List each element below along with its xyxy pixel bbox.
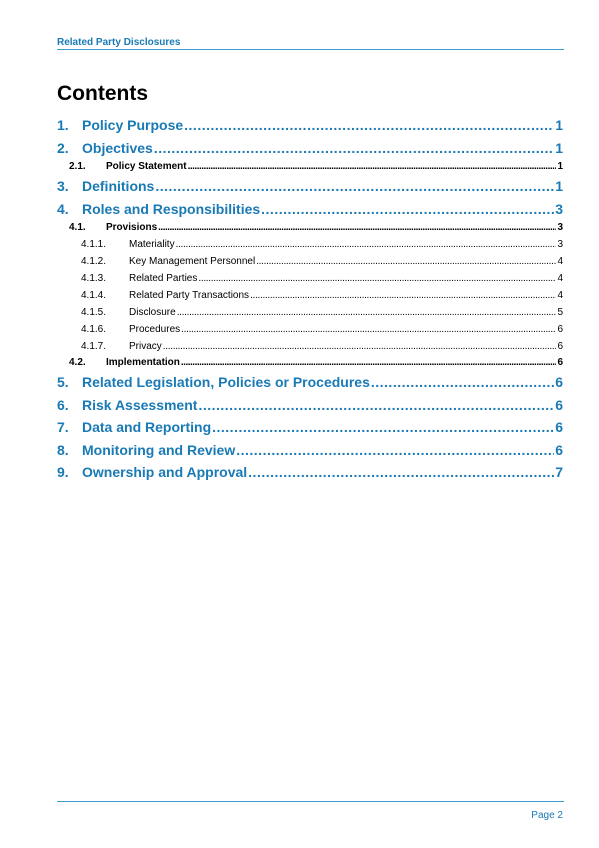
- toc-entry-title: Implementation: [106, 357, 180, 368]
- toc-entry-page: 1: [557, 161, 563, 172]
- toc-entry-title: Materiality: [129, 239, 175, 250]
- toc-dot-leader: [261, 198, 554, 221]
- toc-entry-title: Policy Statement: [106, 161, 187, 172]
- toc-entry-page: 6: [555, 396, 563, 413]
- toc-dot-leader: [181, 321, 556, 338]
- toc-entry-number: 8.: [57, 441, 69, 458]
- toc-entry-page: 6: [555, 441, 563, 458]
- toc-entry-page: 6: [557, 357, 563, 368]
- toc-entry[interactable]: [57, 220, 563, 236]
- toc-entry-number: 7.: [57, 419, 69, 435]
- toc-entry-title: Definitions: [82, 178, 155, 194]
- toc-entry[interactable]: [57, 304, 563, 321]
- toc-entry[interactable]: [57, 394, 563, 417]
- toc-entry-number: 4.1.: [69, 222, 86, 233]
- toc-entry-title: Related Legislation, Policies or Procedures: [82, 374, 370, 390]
- toc-entry-number: 4.1.3.: [81, 273, 107, 284]
- contents-heading: Contents: [57, 82, 148, 105]
- toc-entry-page: 4: [557, 290, 563, 301]
- toc-entry[interactable]: [57, 159, 563, 175]
- toc-entry[interactable]: [57, 416, 563, 439]
- toc-entry[interactable]: [57, 355, 563, 371]
- toc-dot-leader: [236, 439, 554, 462]
- toc-entry-title: Procedures: [129, 324, 181, 335]
- toc-dot-leader: [198, 270, 556, 287]
- toc-entry-page: 1: [555, 117, 563, 133]
- toc-entry-title: Privacy: [129, 341, 162, 352]
- header-title: Related Party Disclosures: [57, 37, 181, 48]
- toc-dot-leader: [163, 338, 557, 355]
- toc-dot-leader: [176, 236, 557, 253]
- toc-entry-page: 1: [555, 139, 563, 156]
- toc-dot-leader: [188, 159, 557, 175]
- header-rule: [57, 49, 564, 50]
- toc-entry-title: Disclosure: [129, 307, 176, 318]
- toc-dot-leader: [155, 175, 554, 198]
- table-of-contents: [57, 114, 563, 484]
- toc-entry-page: 1: [555, 178, 563, 194]
- toc-entry[interactable]: [57, 114, 563, 137]
- footer-page-number: Page 2: [531, 810, 563, 821]
- toc-entry-page: 7: [555, 464, 563, 480]
- toc-entry[interactable]: [57, 253, 563, 270]
- toc-entry-page: 6: [557, 324, 563, 335]
- toc-dot-leader: [184, 114, 554, 137]
- toc-entry[interactable]: [57, 321, 563, 338]
- toc-entry-number: 4.1.5.: [81, 307, 107, 318]
- toc-entry-number: 6.: [57, 396, 69, 413]
- toc-dot-leader: [212, 416, 554, 439]
- toc-entry-title: Provisions: [106, 222, 158, 233]
- toc-entry[interactable]: [57, 175, 563, 198]
- toc-entry[interactable]: [57, 371, 563, 394]
- toc-entry-number: 2.: [57, 139, 69, 156]
- toc-entry-page: 4: [557, 273, 563, 284]
- toc-entry[interactable]: [57, 236, 563, 253]
- toc-entry-title: Key Management Personnel: [129, 256, 256, 267]
- toc-entry-title: Ownership and Approval: [82, 464, 248, 480]
- toc-entry-number: 4.: [57, 200, 69, 217]
- toc-entry[interactable]: [57, 270, 563, 287]
- toc-entry-number: 4.1.6.: [81, 324, 107, 335]
- toc-dot-leader: [181, 355, 557, 371]
- toc-entry-number: 4.1.7.: [81, 341, 107, 352]
- toc-entry-page: 3: [557, 222, 563, 233]
- toc-entry-number: 4.1.1.: [81, 239, 107, 250]
- toc-entry-number: 5.: [57, 374, 69, 390]
- toc-entry[interactable]: [57, 338, 563, 355]
- toc-entry[interactable]: [57, 461, 563, 484]
- toc-entry-title: Risk Assessment: [82, 396, 198, 413]
- toc-entry-page: 6: [555, 374, 563, 390]
- toc-entry[interactable]: [57, 198, 563, 221]
- toc-entry-page: 5: [557, 307, 563, 318]
- toc-entry-title: Policy Purpose: [82, 117, 184, 133]
- toc-entry-title: Objectives: [82, 139, 153, 156]
- toc-entry-page: 3: [555, 200, 563, 217]
- toc-dot-leader: [158, 220, 556, 236]
- toc-entry-number: 3.: [57, 178, 69, 194]
- toc-entry[interactable]: [57, 439, 563, 462]
- toc-entry-title: Roles and Responsibilities: [82, 200, 261, 217]
- toc-entry-title: Related Parties: [129, 273, 198, 284]
- toc-dot-leader: [177, 304, 557, 321]
- toc-entry-title: Data and Reporting: [82, 419, 212, 435]
- toc-dot-leader: [371, 371, 554, 394]
- toc-entry-title: Related Party Transactions: [129, 290, 250, 301]
- toc-entry-page: 4: [557, 256, 563, 267]
- toc-dot-leader: [250, 287, 556, 304]
- toc-entry-number: 1.: [57, 117, 69, 133]
- toc-entry[interactable]: [57, 137, 563, 160]
- toc-entry-number: 4.1.4.: [81, 290, 107, 301]
- toc-entry-page: 6: [555, 419, 563, 435]
- footer-rule: [57, 801, 564, 802]
- toc-dot-leader: [198, 394, 554, 417]
- toc-entry[interactable]: [57, 287, 563, 304]
- toc-dot-leader: [248, 461, 554, 484]
- toc-entry-number: 2.1.: [69, 161, 86, 172]
- toc-entry-number: 9.: [57, 464, 69, 480]
- toc-entry-page: 6: [557, 341, 563, 352]
- toc-entry-page: 3: [557, 239, 563, 250]
- toc-dot-leader: [256, 253, 556, 270]
- toc-entry-number: 4.2.: [69, 357, 86, 368]
- toc-entry-number: 4.1.2.: [81, 256, 107, 267]
- toc-entry-title: Monitoring and Review: [82, 441, 236, 458]
- toc-dot-leader: [154, 137, 554, 160]
